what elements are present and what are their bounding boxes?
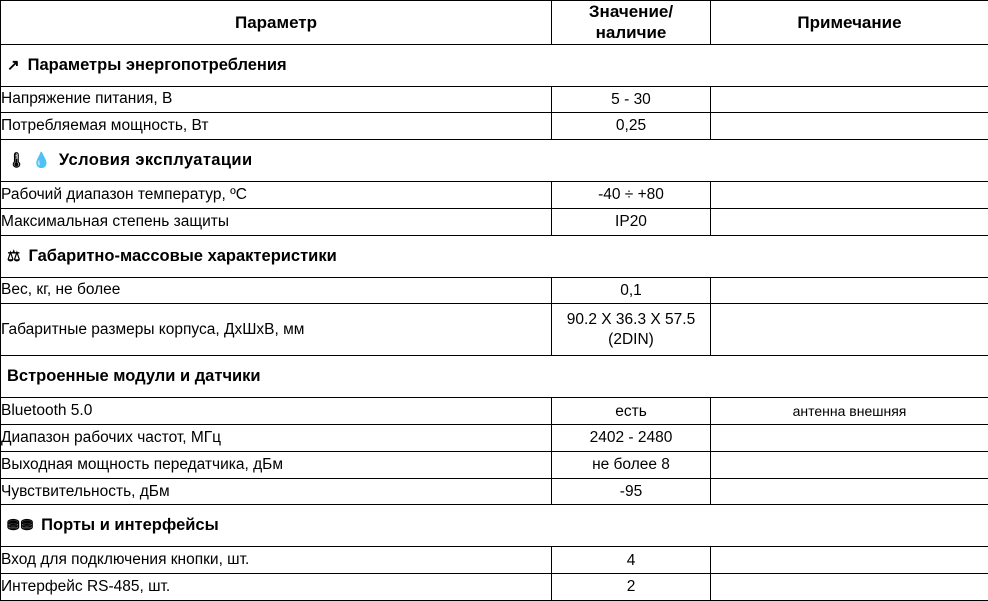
row-note [711, 547, 988, 574]
row-value: IP20 [552, 208, 711, 235]
row-note [711, 208, 988, 235]
row-note: антенна внешняя [711, 398, 988, 425]
column-header-value-line2: наличие [595, 23, 667, 43]
table-header-row [1, 1, 988, 45]
table-row [1, 398, 988, 425]
row-note [711, 277, 988, 304]
scales-icon: ⚖ [7, 247, 22, 265]
row-note [711, 86, 988, 113]
section-header-cell [1, 356, 988, 398]
connectors-icon: ⛃⛃ [7, 517, 35, 535]
row-parameter: Рабочий диапазон температур, ºC [1, 182, 552, 209]
row-value: 0,25 [552, 113, 711, 140]
row-note [711, 574, 988, 601]
section-title: Условия эксплуатации [58, 151, 253, 169]
row-note [711, 451, 988, 478]
column-header-parameter: Параметр [1, 1, 552, 45]
row-value: 90.2 X 36.3 X 57.5 (2DIN) [552, 304, 711, 356]
row-parameter: Напряжение питания, В [1, 86, 552, 113]
chart-line-icon: ↗ [7, 56, 21, 74]
table-row [1, 86, 988, 113]
column-header-value-line1: Значение/ [588, 2, 674, 21]
thermometer-humidity-icon: 🌡 💧 [7, 152, 52, 169]
row-parameter: Потребляемая мощность, Вт [1, 113, 552, 140]
row-value: 4 [552, 547, 711, 574]
row-value: -95 [552, 478, 711, 505]
row-note [711, 425, 988, 452]
row-value: -40 ÷ +80 [552, 182, 711, 209]
row-parameter: Bluetooth 5.0 [1, 398, 552, 425]
table-row [1, 208, 988, 235]
table-row [1, 113, 988, 140]
table-row [1, 425, 988, 452]
section-title: Параметры энергопотребления [27, 55, 287, 74]
section-header-row [1, 505, 988, 547]
row-parameter: Вес, кг, не более [1, 277, 552, 304]
table-row [1, 277, 988, 304]
row-parameter: Чувствительность, дБм [1, 478, 552, 505]
row-value: не более 8 [552, 451, 711, 478]
column-header-note: Примечание [711, 1, 988, 45]
row-value: 2 [552, 574, 711, 601]
row-value: 5 - 30 [552, 86, 711, 113]
row-value: 2402 - 2480 [552, 425, 711, 452]
row-parameter: Габаритные размеры корпуса, ДхШхВ, мм [1, 304, 552, 356]
row-note [711, 478, 988, 505]
table-row [1, 182, 988, 209]
row-parameter: Диапазон рабочих частот, МГц [1, 425, 552, 452]
row-note [711, 113, 988, 140]
row-value: есть [552, 398, 711, 425]
row-note [711, 304, 988, 356]
section-header-cell [1, 235, 988, 277]
row-value: 0,1 [552, 277, 711, 304]
section-header-row [1, 44, 988, 86]
row-note [711, 182, 988, 209]
section-title: Порты и интерфейсы [41, 516, 219, 535]
section-header-row [1, 356, 988, 398]
section-title: Габаритно-массовые характеристики [28, 246, 337, 265]
column-header-value [552, 1, 711, 45]
section-header-cell [1, 505, 988, 547]
section-header-cell [1, 140, 988, 182]
row-parameter: Выходная мощность передатчика, дБм [1, 451, 552, 478]
row-parameter: Вход для подключения кнопки, шт. [1, 547, 552, 574]
table-row [1, 451, 988, 478]
table-row [1, 547, 988, 574]
table-row [1, 478, 988, 505]
table-row [1, 304, 988, 356]
row-parameter: Максимальная степень защиты [1, 208, 552, 235]
section-header-row [1, 140, 988, 182]
row-parameter: Интерфейс RS-485, шт. [1, 574, 552, 601]
section-header-row [1, 235, 988, 277]
section-header-cell [1, 44, 988, 86]
section-title: Встроенные модули и датчики [7, 367, 261, 386]
table-row [1, 574, 988, 601]
